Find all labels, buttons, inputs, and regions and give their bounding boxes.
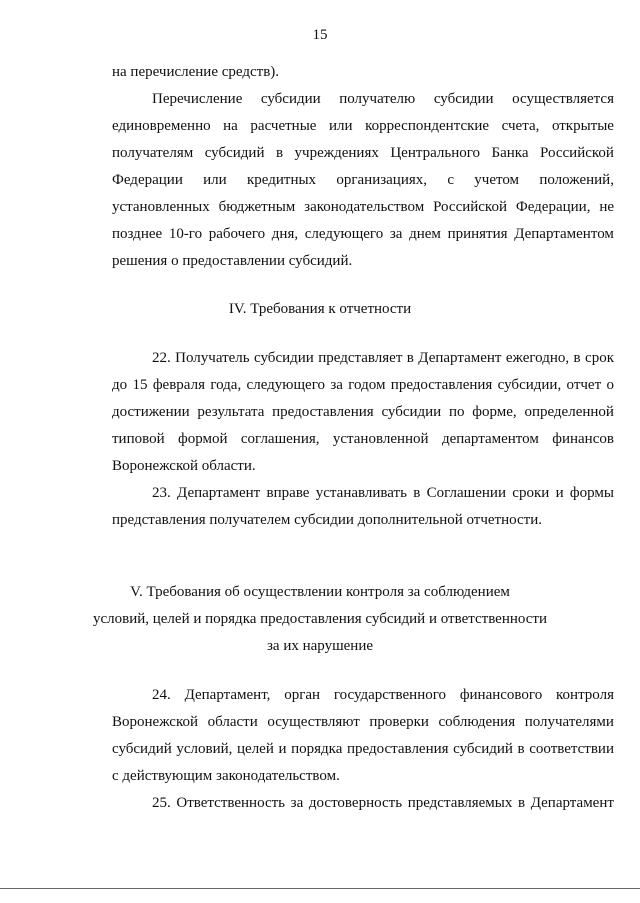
word: осуществляют bbox=[267, 714, 360, 730]
word: с действующим законодательством. bbox=[112, 768, 340, 784]
word: февраля bbox=[152, 377, 205, 393]
section-heading bbox=[0, 637, 640, 655]
word: субсидии, bbox=[497, 377, 562, 393]
word: решения о предоставлении субсидий. bbox=[112, 253, 353, 269]
text-line bbox=[112, 63, 614, 81]
section-heading bbox=[0, 300, 640, 318]
footer-rule bbox=[0, 888, 640, 889]
word: Соглашении bbox=[426, 485, 506, 501]
word: в bbox=[406, 350, 414, 366]
word: Департамент bbox=[177, 485, 261, 501]
word: представления получателем субсидии дополнительной отчетности. bbox=[112, 512, 542, 528]
word: в bbox=[413, 485, 421, 501]
word: и bbox=[555, 485, 564, 501]
word: счета, bbox=[501, 118, 540, 134]
text-line bbox=[112, 740, 614, 758]
word: в bbox=[275, 145, 284, 161]
word: с bbox=[447, 172, 454, 188]
word: формой bbox=[178, 431, 228, 447]
word: предоставления bbox=[347, 741, 449, 757]
word: срок bbox=[585, 350, 614, 366]
word: за bbox=[389, 226, 403, 242]
word: единовременно bbox=[112, 118, 211, 134]
word: субсидии bbox=[433, 91, 494, 107]
word: условий, целей и порядка предоставления субсидий и ответственности bbox=[92, 611, 548, 627]
word: положений, bbox=[539, 172, 614, 188]
word: предоставления bbox=[390, 377, 493, 393]
word: субсидий bbox=[112, 741, 172, 757]
word: расчетные bbox=[250, 118, 317, 134]
word: определенной bbox=[524, 404, 614, 420]
word: формы bbox=[569, 485, 614, 501]
word: Банка bbox=[491, 145, 529, 161]
text-line bbox=[112, 457, 614, 475]
word: 22. bbox=[152, 350, 171, 366]
word: днем bbox=[409, 226, 441, 242]
word: 23. bbox=[152, 485, 171, 501]
word: осуществляется bbox=[512, 91, 614, 107]
word: условий, bbox=[176, 741, 233, 757]
word: устанавливать bbox=[315, 485, 407, 501]
word: Федерации bbox=[112, 172, 183, 188]
word: кредитных bbox=[246, 172, 317, 188]
word: целей bbox=[237, 741, 274, 757]
word: субсидии bbox=[381, 404, 442, 420]
word: ежегодно, bbox=[505, 350, 570, 366]
word: Российской bbox=[433, 199, 507, 215]
word: государственного bbox=[333, 687, 446, 703]
word: Перечисление bbox=[152, 91, 243, 107]
word: соглашения, bbox=[240, 431, 320, 447]
word: за bbox=[330, 377, 343, 393]
text-line bbox=[112, 713, 614, 731]
text-line bbox=[112, 767, 614, 785]
word: и bbox=[278, 741, 287, 757]
page-number: 15 bbox=[312, 27, 328, 43]
word: следующего bbox=[304, 226, 384, 242]
word: представляемых bbox=[407, 795, 513, 811]
word: субсидии bbox=[260, 91, 321, 107]
word: субсидии bbox=[254, 350, 314, 366]
word: субсидий bbox=[204, 145, 265, 161]
word: законодательством bbox=[304, 199, 425, 215]
word: субсидий bbox=[453, 741, 513, 757]
text-line bbox=[112, 430, 614, 448]
word: открытые bbox=[551, 118, 614, 134]
word: Федерации, bbox=[515, 199, 591, 215]
word: на перечисление средств). bbox=[112, 64, 280, 80]
word: орган bbox=[284, 687, 321, 703]
text-line bbox=[112, 225, 614, 243]
word: Российской bbox=[540, 145, 614, 161]
word: принятия bbox=[447, 226, 508, 242]
text-line bbox=[112, 511, 614, 529]
word: или bbox=[203, 172, 227, 188]
word: годом bbox=[348, 377, 386, 393]
word: организациях, bbox=[336, 172, 428, 188]
word: учетом bbox=[474, 172, 520, 188]
word: департаментом bbox=[441, 431, 539, 447]
text-line bbox=[112, 198, 614, 216]
word: достоверность bbox=[308, 795, 403, 811]
word: дня, bbox=[271, 226, 299, 242]
word: представляет bbox=[318, 350, 403, 366]
word: в bbox=[573, 350, 581, 366]
word: следующего bbox=[246, 377, 325, 393]
text-line bbox=[112, 117, 614, 135]
word: форме, bbox=[472, 404, 517, 420]
word: IV. Требования к отчетности bbox=[228, 301, 412, 317]
word: области bbox=[207, 714, 258, 730]
word: Получатель bbox=[175, 350, 250, 366]
word: или bbox=[329, 118, 353, 134]
word: года, bbox=[210, 377, 242, 393]
word: предоставления bbox=[272, 404, 374, 420]
word: в bbox=[517, 741, 525, 757]
word: проверки bbox=[369, 714, 429, 730]
word: в bbox=[518, 795, 526, 811]
word: 15 bbox=[132, 377, 148, 393]
word: Департаментом bbox=[514, 226, 614, 242]
word: 25. bbox=[152, 795, 171, 811]
word: 10-го bbox=[168, 226, 203, 242]
word: вправе bbox=[266, 485, 310, 501]
word: о bbox=[606, 377, 614, 393]
word: Воронежской области. bbox=[112, 458, 256, 474]
word: на bbox=[223, 118, 238, 134]
word: получателям bbox=[112, 145, 194, 161]
text-line bbox=[152, 686, 614, 704]
word: финансового bbox=[459, 687, 543, 703]
word: Центрального bbox=[390, 145, 481, 161]
word: контроля bbox=[556, 687, 614, 703]
word: за их нарушение bbox=[266, 638, 374, 654]
text-line bbox=[112, 252, 614, 270]
word: Департамент bbox=[530, 795, 614, 811]
word: Воронежской bbox=[112, 714, 198, 730]
word: корреспондентские bbox=[365, 118, 490, 134]
text-line bbox=[152, 90, 614, 108]
word: типовой bbox=[112, 431, 165, 447]
word: Ответственность bbox=[176, 795, 286, 811]
text-line bbox=[152, 484, 614, 502]
word: Департамент, bbox=[184, 687, 271, 703]
word: порядка bbox=[291, 741, 343, 757]
word: по bbox=[448, 404, 465, 420]
section-heading bbox=[0, 583, 640, 601]
word: получателями bbox=[524, 714, 614, 730]
word: установленной bbox=[332, 431, 429, 447]
word: V. Требования об осуществлении контроля за соблюдением bbox=[130, 584, 510, 600]
word: за bbox=[290, 795, 304, 811]
word: результата bbox=[197, 404, 265, 420]
word: отчет bbox=[566, 377, 602, 393]
word: бюджетным bbox=[218, 199, 296, 215]
word: рабочего bbox=[208, 226, 266, 242]
word: сроки bbox=[512, 485, 550, 501]
text-line bbox=[112, 171, 614, 189]
word: соблюдения bbox=[438, 714, 516, 730]
word: соответствии bbox=[529, 741, 614, 757]
word: получателю bbox=[339, 91, 416, 107]
text-line bbox=[152, 349, 614, 367]
word: Департамент bbox=[418, 350, 502, 366]
section-heading bbox=[0, 610, 640, 628]
word: финансов bbox=[552, 431, 614, 447]
text-line bbox=[112, 144, 614, 162]
word: позднее bbox=[112, 226, 163, 242]
word: достижении bbox=[112, 404, 190, 420]
word: до bbox=[112, 377, 128, 393]
text-line bbox=[152, 794, 614, 812]
word: установленных bbox=[112, 199, 210, 215]
word: учреждениях bbox=[294, 145, 379, 161]
text-line bbox=[112, 376, 614, 394]
word: 24. bbox=[152, 687, 171, 703]
text-line bbox=[112, 403, 614, 421]
word: не bbox=[599, 199, 614, 215]
